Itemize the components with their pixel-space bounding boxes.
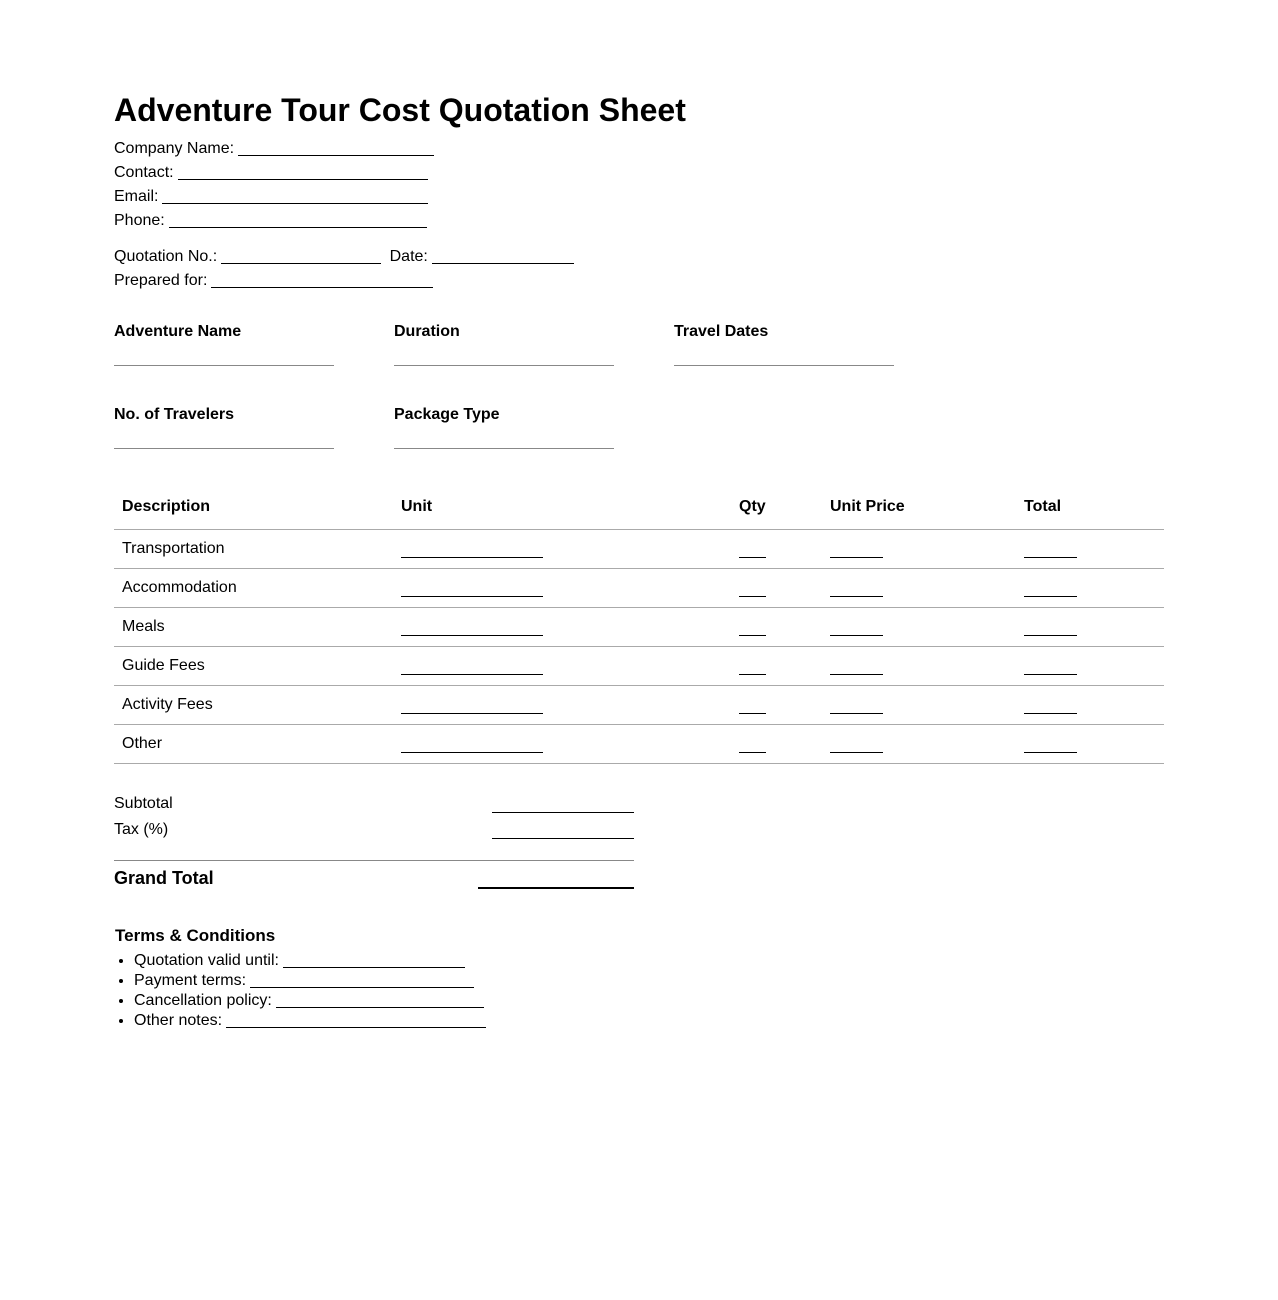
company-name-label: Company Name:	[114, 140, 235, 157]
duration-label: Duration	[394, 323, 460, 340]
quotation-number-label: Quotation No.:	[114, 248, 218, 265]
row-description: Meals	[114, 608, 393, 647]
package-type-label: Package Type	[394, 406, 500, 423]
subtotal-field[interactable]	[492, 794, 634, 813]
row-description: Activity Fees	[114, 686, 393, 725]
travelers-label: No. of Travelers	[114, 406, 235, 423]
tax-row	[114, 818, 634, 844]
total-field[interactable]	[1024, 543, 1077, 558]
terms-section	[115, 924, 486, 1030]
row-description: Transportation	[114, 530, 393, 569]
terms-heading: Terms & Conditions	[115, 926, 276, 945]
duration-field	[394, 320, 614, 366]
unit-price-field[interactable]	[830, 699, 883, 714]
grand-total-field[interactable]	[478, 867, 634, 889]
total-field[interactable]	[1024, 582, 1077, 597]
qty-field[interactable]	[739, 621, 766, 636]
contact-field[interactable]	[178, 163, 428, 180]
date-field[interactable]	[432, 247, 574, 264]
header-unit: Unit	[393, 485, 731, 530]
page-title: Adventure Tour Cost Quotation Sheet	[114, 92, 686, 128]
qty-field[interactable]	[739, 582, 766, 597]
total-field[interactable]	[1024, 699, 1077, 714]
unit-price-field[interactable]	[830, 738, 883, 753]
unit-price-field[interactable]	[830, 660, 883, 675]
package-type-field	[394, 403, 614, 449]
tax-label: Tax (%)	[114, 821, 169, 838]
unit-field[interactable]	[401, 621, 543, 636]
subtotal-row	[114, 792, 634, 818]
unit-field[interactable]	[401, 660, 543, 675]
tax-field[interactable]	[492, 820, 634, 839]
total-field[interactable]	[1024, 660, 1077, 675]
email-field[interactable]	[162, 187, 428, 204]
adventure-name-input[interactable]	[114, 365, 334, 366]
phone-row	[114, 208, 1164, 232]
contact-label: Contact:	[114, 164, 174, 181]
prepared-for-field[interactable]	[211, 271, 433, 288]
email-label: Email:	[114, 188, 159, 205]
company-name-row	[114, 136, 1164, 160]
prepared-for-label: Prepared for:	[114, 272, 208, 289]
qty-field[interactable]	[739, 738, 766, 753]
terms-payment-label: Payment terms:	[134, 972, 247, 989]
unit-field[interactable]	[401, 582, 543, 597]
qty-field[interactable]	[739, 660, 766, 675]
qty-field[interactable]	[739, 543, 766, 558]
travel-dates-label: Travel Dates	[674, 323, 769, 340]
header-unit-price: Unit Price	[822, 485, 1016, 530]
subtotal-label: Subtotal	[114, 795, 173, 812]
payment-terms-field[interactable]	[250, 973, 474, 988]
total-field[interactable]	[1024, 621, 1077, 636]
unit-field[interactable]	[401, 738, 543, 753]
travelers-field	[114, 403, 334, 449]
qty-field[interactable]	[739, 699, 766, 714]
cancellation-policy-field[interactable]	[276, 993, 484, 1008]
phone-label: Phone:	[114, 212, 165, 229]
header-description: Description	[114, 485, 393, 530]
table-row	[114, 686, 1164, 725]
package-type-input[interactable]	[394, 448, 614, 449]
other-notes-field[interactable]	[226, 1013, 486, 1028]
row-description: Other	[114, 725, 393, 764]
terms-item	[134, 950, 486, 970]
row-description: Guide Fees	[114, 647, 393, 686]
adventure-name-label: Adventure Name	[114, 323, 242, 340]
table-row	[114, 647, 1164, 686]
terms-other-notes-label: Other notes:	[134, 1012, 223, 1029]
company-name-field[interactable]	[238, 139, 434, 156]
table-row	[114, 530, 1164, 569]
terms-list	[115, 950, 486, 1030]
travel-dates-input[interactable]	[674, 365, 894, 366]
terms-item	[134, 1010, 486, 1030]
header-total: Total	[1016, 485, 1164, 530]
unit-price-field[interactable]	[830, 543, 883, 558]
grand-total-label: Grand Total	[114, 868, 214, 888]
cost-table	[114, 485, 1164, 764]
table-row	[114, 569, 1164, 608]
phone-field[interactable]	[169, 211, 427, 228]
duration-input[interactable]	[394, 365, 614, 366]
total-field[interactable]	[1024, 738, 1077, 753]
header-qty: Qty	[731, 485, 822, 530]
table-row	[114, 725, 1164, 764]
unit-price-field[interactable]	[830, 582, 883, 597]
unit-field[interactable]	[401, 543, 543, 558]
valid-until-field[interactable]	[283, 953, 465, 968]
travelers-input[interactable]	[114, 448, 334, 449]
prepared-for-row	[114, 268, 1164, 292]
terms-item	[134, 970, 486, 990]
table-row	[114, 608, 1164, 647]
adventure-name-field	[114, 320, 334, 366]
travel-dates-field	[674, 320, 894, 366]
unit-price-field[interactable]	[830, 621, 883, 636]
company-info	[114, 136, 1164, 292]
grand-total-row	[114, 861, 634, 895]
row-description: Accommodation	[114, 569, 393, 608]
totals-section	[114, 792, 634, 895]
terms-cancellation-label: Cancellation policy:	[134, 992, 272, 1009]
terms-item	[134, 990, 486, 1010]
quotation-row	[114, 244, 1164, 268]
unit-field[interactable]	[401, 699, 543, 714]
quotation-number-field[interactable]	[221, 247, 381, 264]
contact-row	[114, 160, 1164, 184]
table-header-row	[114, 485, 1164, 530]
terms-valid-until-label: Quotation valid until:	[134, 952, 279, 969]
quotation-sheet	[114, 88, 1164, 1029]
date-label: Date:	[389, 248, 428, 265]
email-row	[114, 184, 1164, 208]
